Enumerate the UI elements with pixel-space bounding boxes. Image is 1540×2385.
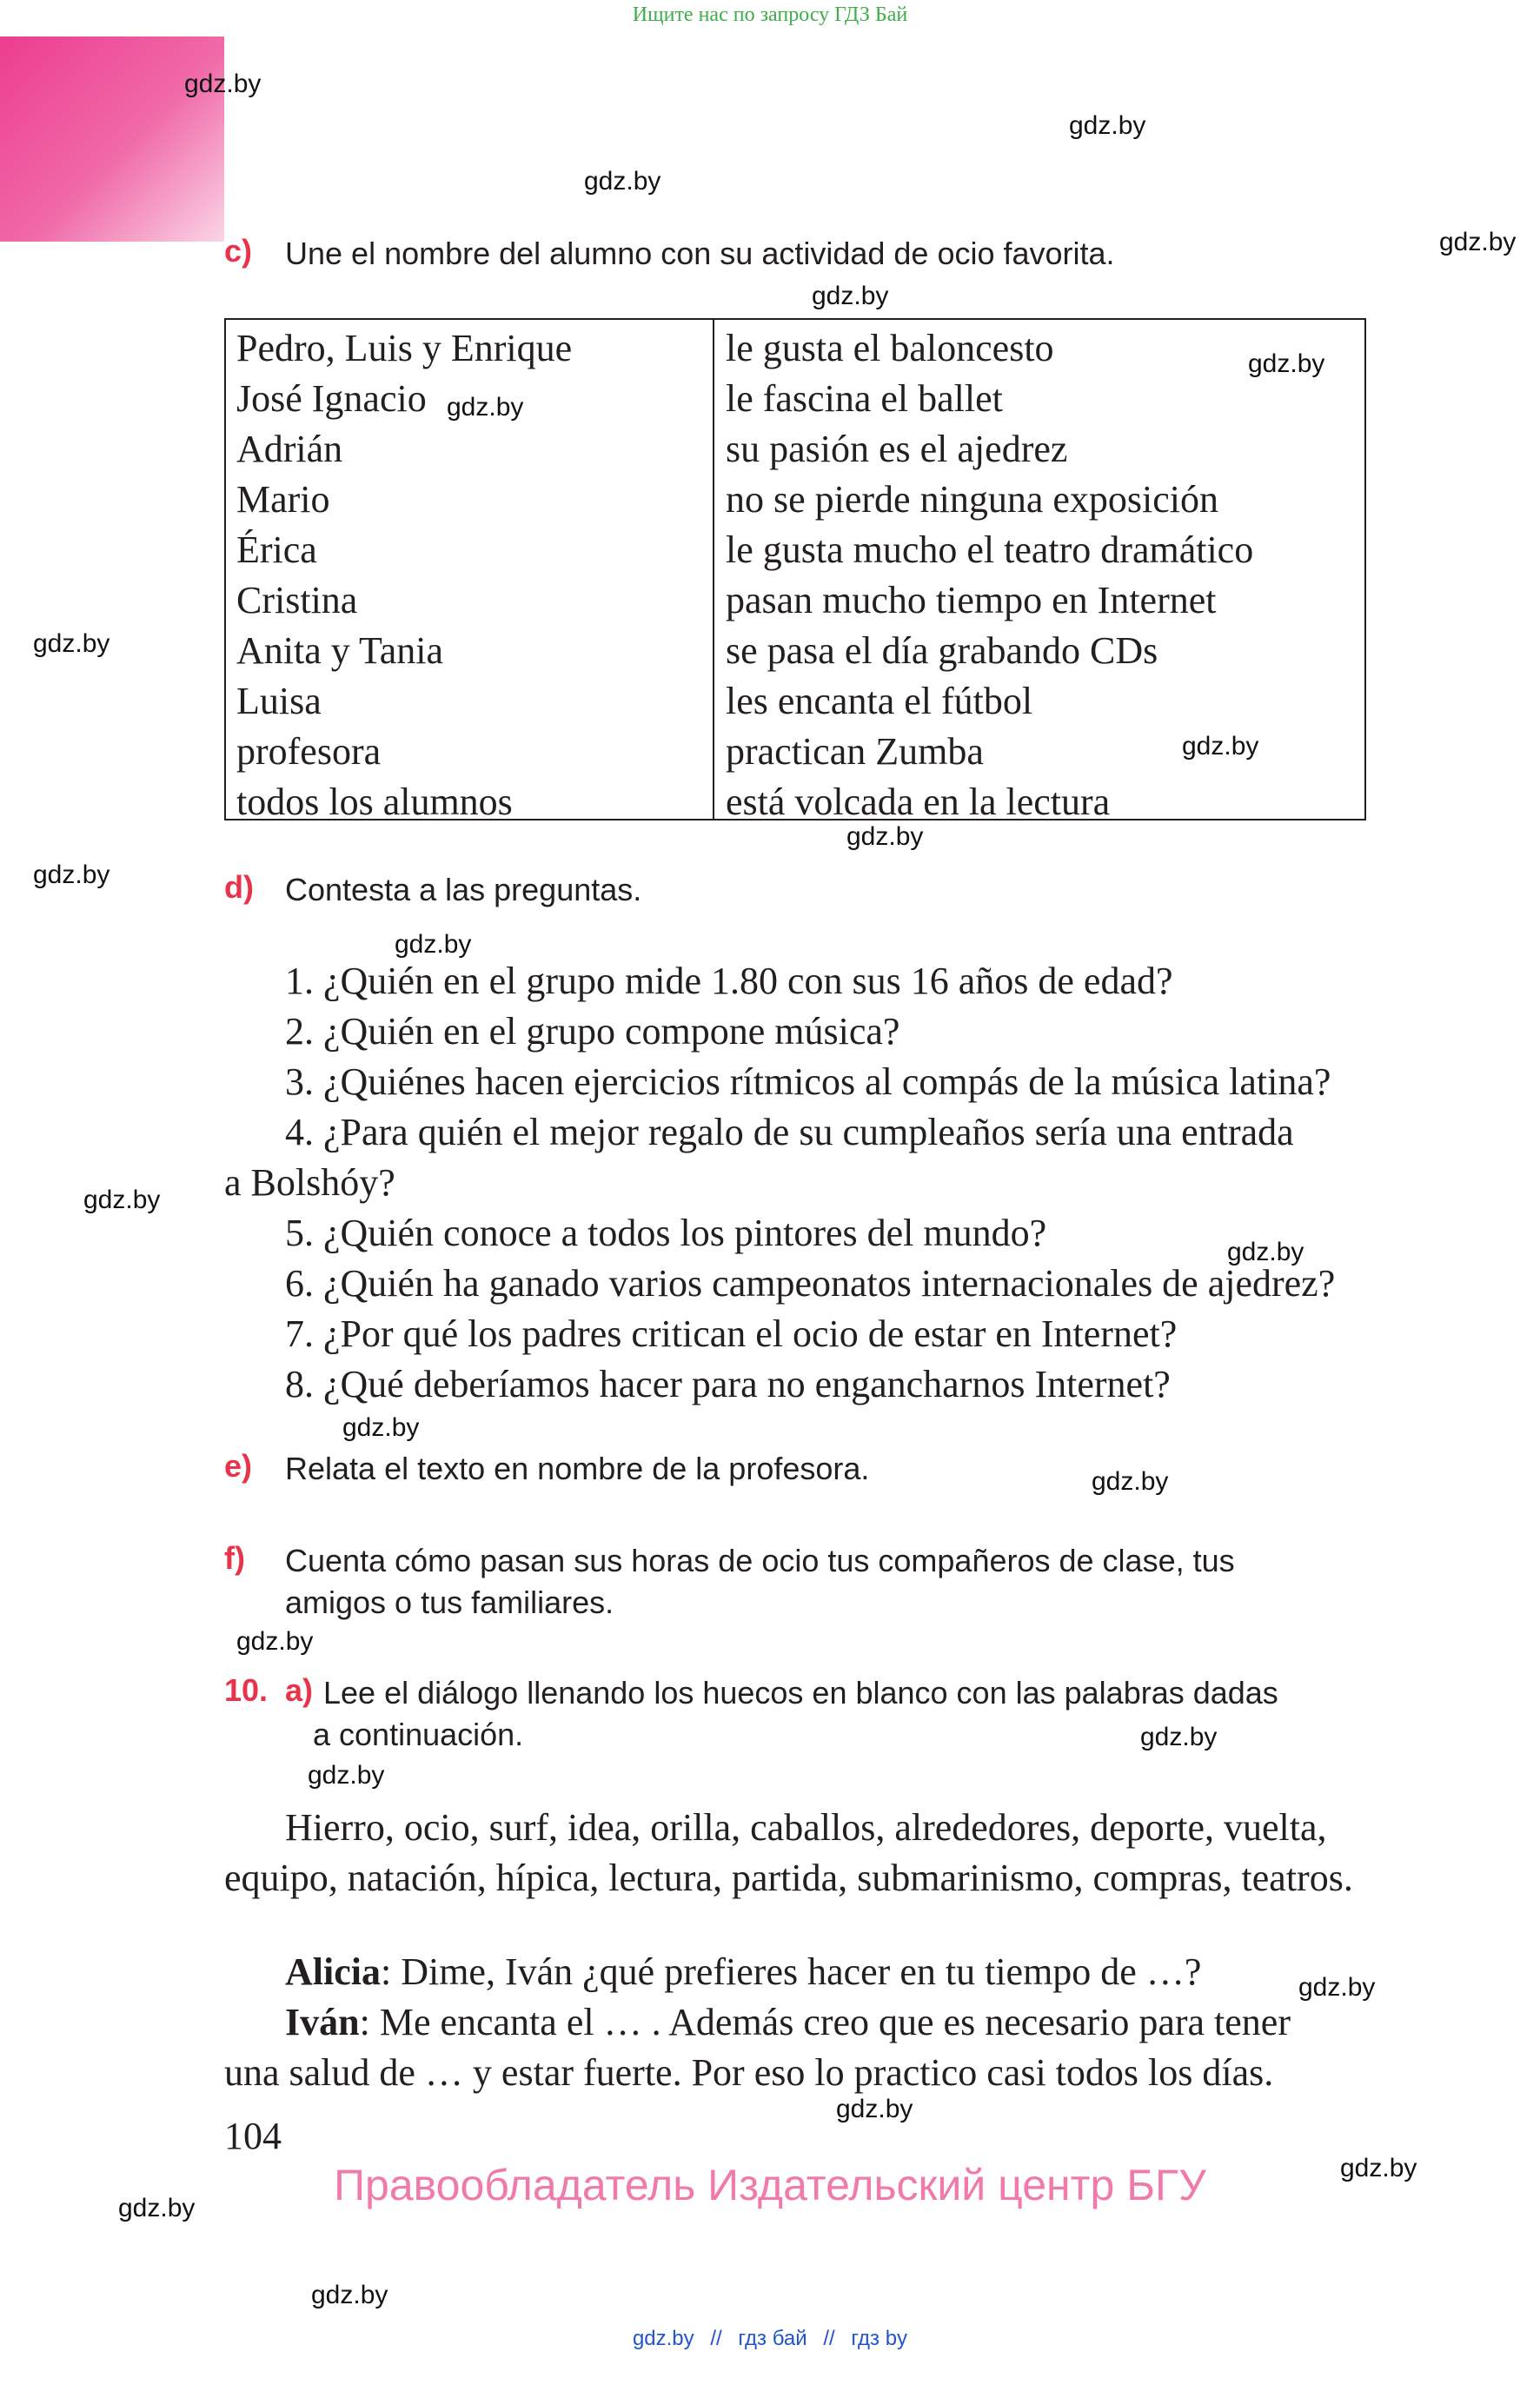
activity-cell: está volcada en la lectura	[726, 781, 1111, 823]
link-gdz-bai[interactable]: гдз бай	[738, 2327, 807, 2350]
task-e-letter: e)	[224, 1448, 253, 1484]
activity-cell: su pasión es el ajedrez	[726, 428, 1068, 470]
name-cell: Luisa	[236, 680, 322, 722]
watermark: gdz.by	[1340, 2154, 1417, 2182]
speaker-name: Iván	[285, 2001, 360, 2043]
activity-cell: se pasa el día grabando CDs	[726, 629, 1158, 672]
question-item: 6. ¿Quién ha ganado varios campeonatos internacionales de ajedrez?	[285, 1262, 1336, 1305]
question-item: 8. ¿Qué deberíamos hacer para no engancharnos Internet?	[285, 1363, 1171, 1405]
watermark: gdz.by	[184, 70, 262, 98]
watermark: gdz.by	[311, 2281, 388, 2309]
task-d-instruction: Contesta a las preguntas.	[285, 872, 642, 907]
corner-tab	[0, 37, 224, 242]
dialogue-text: : Me encanta el … . Además creo que es necesario para tener	[359, 2001, 1291, 2043]
task-f-letter: f)	[224, 1540, 245, 1576]
task-f-instruction-line1: Cuenta cómo pasan sus horas de ocio tus compañeros de clase, tus	[285, 1543, 1235, 1578]
task-f-instruction-line2: amigos o tus familiares.	[285, 1584, 614, 1620]
watermark: gdz.by	[395, 930, 472, 959]
activity-cell: les encanta el fútbol	[726, 680, 1033, 722]
watermark: gdz.by	[1439, 228, 1517, 256]
watermark: gdz.by	[118, 2194, 196, 2222]
link-separator: //	[823, 2327, 835, 2350]
watermark: gdz.by	[1227, 1238, 1304, 1266]
activities-column	[726, 323, 1253, 827]
question-item: 5. ¿Quién conoce a todos los pintores del mundo?	[285, 1212, 1047, 1254]
link-separator: //	[710, 2327, 722, 2350]
word-bank-line2: equipo, natación, hípica, lectura, partida, submarinismo, compras, teatros.	[224, 1857, 1353, 1899]
name-cell: Pedro, Luis y Enrique	[236, 327, 573, 369]
dialogue-text: : Dime, Iván ¿qué prefieres hacer en tu tiempo de …?	[380, 1950, 1202, 1993]
dialogue-line1	[285, 1947, 1201, 1997]
name-cell: José Ignacio	[236, 377, 427, 420]
watermark: gdz.by	[1140, 1723, 1218, 1751]
table-divider	[713, 320, 714, 819]
activity-cell: no se pierde ninguna exposición	[726, 478, 1218, 521]
names-column	[236, 323, 572, 827]
page-number: 104	[224, 2115, 282, 2157]
task-e-instruction: Relata el texto en nombre de la profesora.	[285, 1451, 870, 1486]
name-cell: Adrián	[236, 428, 343, 470]
question-item: 7. ¿Por qué los padres critican el ocio de estar en Internet?	[285, 1312, 1178, 1355]
bottom-links	[0, 2327, 1540, 2351]
task-c-letter: c)	[224, 233, 253, 269]
activity-cell: le gusta el baloncesto	[726, 327, 1054, 369]
watermark: gdz.by	[342, 1413, 420, 1442]
name-cell: profesora	[236, 730, 382, 773]
watermark: gdz.by	[83, 1186, 161, 1214]
name-cell: Érica	[236, 528, 317, 571]
activity-cell: le fascina el ballet	[726, 377, 1003, 420]
copyright-footer: Правообладатель Издательский центр БГУ	[334, 2161, 1206, 2209]
watermark: gdz.by	[1092, 1467, 1169, 1496]
watermark: gdz.by	[1298, 1973, 1376, 2002]
task-10-number: 10.	[224, 1672, 269, 1708]
name-cell: Mario	[236, 478, 330, 521]
question-item-continuation: a Bolshóy?	[224, 1161, 395, 1204]
questions-list	[0, 956, 1540, 1410]
watermark: gdz.by	[846, 822, 924, 851]
watermark: gdz.by	[584, 167, 661, 196]
link-gdz-by[interactable]: gdz.by	[632, 2327, 694, 2350]
question-item: 3. ¿Quiénes hacen ejercicios rítmicos al compás de la música latina?	[285, 1060, 1331, 1103]
name-cell: todos los alumnos	[236, 781, 513, 823]
dialogue-line2	[285, 1997, 1291, 2048]
watermark: gdz.by	[236, 1627, 314, 1656]
activity-cell: practican Zumba	[726, 730, 984, 773]
name-cell: Cristina	[236, 579, 358, 621]
matching-table	[224, 318, 1366, 823]
watermark: gdz.by	[447, 393, 524, 422]
watermark: gdz.by	[33, 860, 110, 889]
word-bank-line1: Hierro, ocio, surf, idea, orilla, caballos, alrededores, deporte, vuelta,	[285, 1806, 1327, 1849]
task-10a-letter: a)	[285, 1672, 314, 1708]
task-10a-instruction-line2: a continuación.	[313, 1717, 524, 1752]
top-banner[interactable]: Ищите нас по запросу ГДЗ Бай	[632, 3, 908, 26]
task-10a-instruction-line1: Lee el diálogo llenando los huecos en blanco con las palabras dadas	[323, 1675, 1278, 1711]
task-d-letter: d)	[224, 869, 254, 905]
speaker-name: Alicia	[285, 1950, 381, 1993]
watermark: gdz.by	[1182, 732, 1259, 761]
activity-cell: le gusta mucho el teatro dramático	[726, 528, 1254, 571]
question-item: 4. ¿Para quién el mejor regalo de su cumpleaños sería una entrada	[285, 1111, 1294, 1153]
question-item: 1. ¿Quién en el grupo mide 1.80 con sus 16 años de edad?	[285, 960, 1173, 1002]
watermark: gdz.by	[812, 282, 889, 310]
watermark: gdz.by	[836, 2095, 913, 2123]
name-cell: Anita y Tania	[236, 629, 444, 672]
watermark: gdz.by	[1248, 349, 1325, 378]
question-item: 2. ¿Quién en el grupo compone música?	[285, 1010, 900, 1053]
activity-cell: pasan mucho tiempo en Internet	[726, 579, 1217, 621]
task-c-instruction: Une el nombre del alumno con su actividad de ocio favorita.	[285, 236, 1115, 271]
watermark: gdz.by	[33, 629, 110, 658]
watermark: gdz.by	[1069, 111, 1146, 140]
link-gdz-by-cyr[interactable]: гдз by	[851, 2327, 908, 2350]
dialogue-line3: una salud de … y estar fuerte. Por eso lo practico casi todos los días.	[224, 2051, 1274, 2094]
watermark: gdz.by	[308, 1761, 385, 1790]
